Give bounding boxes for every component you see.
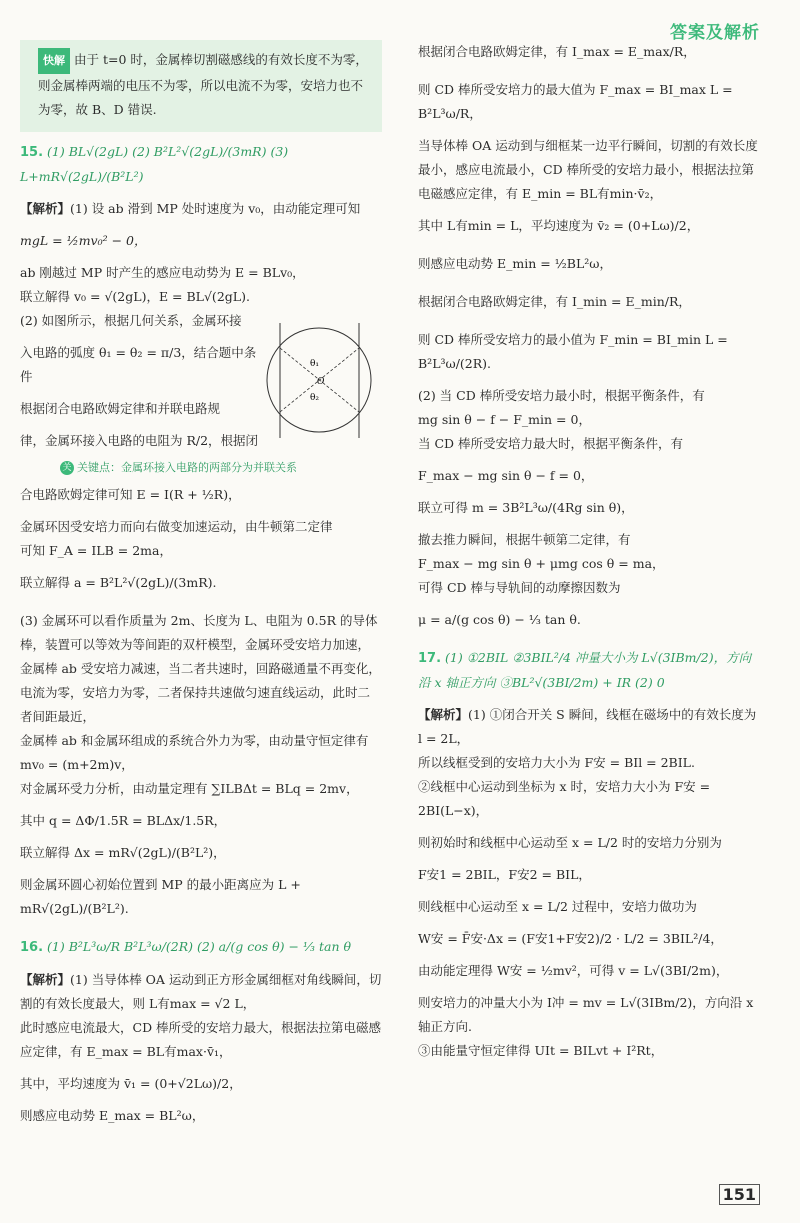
q17-line: F安1 = 2BIL，F安2 = BIL， <box>418 867 591 882</box>
q15-line: 可知 F_A = ILB = 2ma， <box>20 543 172 558</box>
q16-right-line: 当 CD 棒所受安培力最大时，根据平衡条件，有 <box>418 436 684 451</box>
quick-text: 由于 t=0 时，金属棒切割磁感线的有效长度不为零，则金属棒两端的电压不为零，所以电流不为零，安培力也不为零，故 B、D 错误. <box>38 52 368 117</box>
page-number: 151 <box>719 1184 760 1205</box>
q15-diagram-text <box>20 309 265 453</box>
theta1-label: θ₁ <box>310 359 320 369</box>
q16-right-line: (2) 当 CD 棒所受安培力最小时，根据平衡条件，有 <box>418 388 705 403</box>
q17-label: 【解析】 <box>418 707 469 722</box>
quick-answer-box <box>20 40 382 132</box>
q15-line: 金属棒 ab 和金属环组成的系统合外力为零，由动量守恒定律有 mv₀ = (m+2m)v， <box>20 733 369 772</box>
q15-line: 其中 q = ΔΦ/1.5R = BLΔx/1.5R， <box>20 813 227 828</box>
q16-line: 其中，平均速度为 v̄₁ = (0+√2Lω)/2， <box>20 1076 242 1091</box>
q15-line: 联立解得 a = B²L²√(2gL)/(3mR). <box>20 575 217 590</box>
center-label: O <box>317 377 325 387</box>
q15-line: 联立解得 v₀ = √(2gL)，E = BL√(2gL). <box>20 289 250 304</box>
key-icon: 关 <box>60 461 74 475</box>
q15-line: 根据闭合电路欧姆定律和并联电路规 <box>20 401 221 416</box>
q15-line: (3) 金属环可以看作质量为 2m、长度为 L、电阻为 0.5R 的导体棒，装置可以等效为等间距的双杆模型，金属环受安培力加速，金属棒 ab 受安培力减速，当二者共速时，回路磁通量不再变化，电流为零，安培力为零，二者保持共速做匀速直线运动，此时二者间距最近， <box>20 613 381 724</box>
key-point-note <box>60 459 382 475</box>
q16-right-line: 根据闭合电路欧姆定律，有 I_max = E_max/R， <box>418 44 696 59</box>
q17-line: 则线框中心运动至 x = L/2 过程中，安培力做功为 <box>418 899 697 914</box>
q15-answer: (1) BL√(2gL) (2) B²L²√(2gL)/(3mR) (3) L+mR√(2gL)/(B²L²) <box>20 144 289 184</box>
q15-line: 合电路欧姆定律可知 E = I(R + ½R)， <box>20 487 241 502</box>
q16-right-line: 当导体棒 OA 运动到与细框某一边平行瞬间，切割的有效长度最小，感应电流最小，CD 棒所受的安培力最小，根据法拉第电磁感应定律，有 E_min = BL有min·v̄₂， <box>418 138 758 201</box>
q17-number: 17. <box>418 651 442 666</box>
q17-line: (1) ①闭合开关 S 瞬间，线框在磁场中的有效长度为 l = 2L， <box>418 707 757 746</box>
q16-right-line: 则 CD 棒所受安培力的最小值为 F_min = BI_min L = B²L³ω/(2R). <box>418 332 728 371</box>
q16-label: 【解析】 <box>20 972 71 987</box>
q15-line: 金属环因受安培力而向右做变加速运动，由牛顿第二定律 <box>20 519 333 534</box>
q16-line: (1) 当导体棒 OA 运动到正方形金属细框对角线瞬间，切割的有效长度最大，则 L有max = √2 L， <box>20 972 382 1011</box>
left-column <box>20 40 382 1128</box>
q16-right-line: 根据闭合电路欧姆定律，有 I_min = E_min/R， <box>418 294 691 309</box>
q16-right-line: 则 CD 棒所受安培力的最大值为 F_max = BI_max L = B²L³ω/R， <box>418 82 733 121</box>
q17-line: W安 = F̄安·Δx = (F安1+F安2)/2 · L/2 = 3BIL²/4， <box>418 931 723 946</box>
q17-line: 由动能定理得 W安 = ½mv²，可得 v = L√(3BI/2m)， <box>418 963 729 978</box>
q16-number: 16. <box>20 940 44 955</box>
quick-badge: 快解 <box>38 48 70 74</box>
q16-right-line: F_max − mg sin θ + μmg cos θ = ma， <box>418 556 665 571</box>
q16-right-line: 撤去推力瞬间，根据牛顿第二定律，有 <box>418 532 631 547</box>
q16-line: 则感应电动势 E_max = BL²ω， <box>20 1108 205 1123</box>
q16-right-line: 可得 CD 棒与导轨间的动摩擦因数为 <box>418 580 621 595</box>
ring-diagram <box>262 318 377 443</box>
key-point-text: 关键点：金属环接入电路的两部分为并联关系 <box>77 461 297 474</box>
q15-line: 入电路的弧度 θ₁ = θ₂ = π/3，结合题中条件 <box>20 345 257 384</box>
q16-right-line: 联立可得 m = 3B²L³ω/(4Rg sin θ)， <box>418 500 634 515</box>
q15-label: 【解析】 <box>20 201 71 216</box>
page-header: 答案及解析 <box>670 23 760 43</box>
q15-line: (2) 如图所示，根据几何关系，金属环接 <box>20 313 242 328</box>
q17-line: ③由能量守恒定律得 UIt = BILvt + I²Rt， <box>418 1043 664 1058</box>
q15-line: (1) 设 ab 滑到 MP 处时速度为 v₀，由动能定理可知 <box>70 201 361 216</box>
q16-right-line: μ = a/(g cos θ) − ⅓ tan θ. <box>418 612 581 627</box>
q15-line: 则金属环圆心初始位置到 MP 的最小距离应为 L + mR√(2gL)/(B²L²). <box>20 877 301 916</box>
q15-number: 15. <box>20 145 44 160</box>
q17-line: 则安培力的冲量大小为 I冲 = mv = L√(3IBm/2)，方向沿 x 轴正方向. <box>418 995 754 1034</box>
q15-line: 联立解得 Δx = mR√(2gL)/(B²L²)， <box>20 845 226 860</box>
q15-line: 对金属环受力分析，由动量定理有 ∑ILBΔt = BLq = 2mv， <box>20 781 359 796</box>
q16-answer: (1) B²L³ω/R B²L³ω/(2R) (2) a/(g cos θ) − ⅓ tan θ <box>47 939 352 954</box>
q15-line: 律，金属环接入电路的电阻为 R/2，根据闭 <box>20 433 259 448</box>
q16-right-line: 其中 L有min = L，平均速度为 v̄₂ = (0+Lω)/2， <box>418 218 700 233</box>
right-column <box>418 40 763 1063</box>
q15-line: mgL = ½mv₀² − 0， <box>20 233 147 248</box>
q17-line: 则初始时和线框中心运动至 x = L/2 时的安培力分别为 <box>418 835 722 850</box>
q16-right-line: F_max − mg sin θ − f = 0， <box>418 468 594 483</box>
q15-line: ab 刚越过 MP 时产生的感应电动势为 E = BLv₀， <box>20 265 305 280</box>
q16-right-line: mg sin θ − f − F_min = 0， <box>418 412 591 427</box>
q17-answer: (1) ①2BIL ②3BIL²/4 冲量大小为 L√(3IBm/2)，方向沿 x 轴正方向 ③BL²√(3BI/2m) + IR (2) 0 <box>418 650 752 690</box>
q16-right-line: 则感应电动势 E_min = ½BL²ω， <box>418 256 612 271</box>
q16-line: 此时感应电流最大，CD 棒所受的安培力最大，根据法拉第电磁感应定律，有 E_max = BL有max·v̄₁， <box>20 1020 382 1059</box>
q17-line: ②线框中心运动到坐标为 x 时，安培力大小为 F安 = 2BI(L−x)， <box>418 779 711 818</box>
theta2-label: θ₂ <box>310 393 320 403</box>
q17-line: 所以线框受到的安培力大小为 F安 = BIl = 2BIL. <box>418 755 695 770</box>
